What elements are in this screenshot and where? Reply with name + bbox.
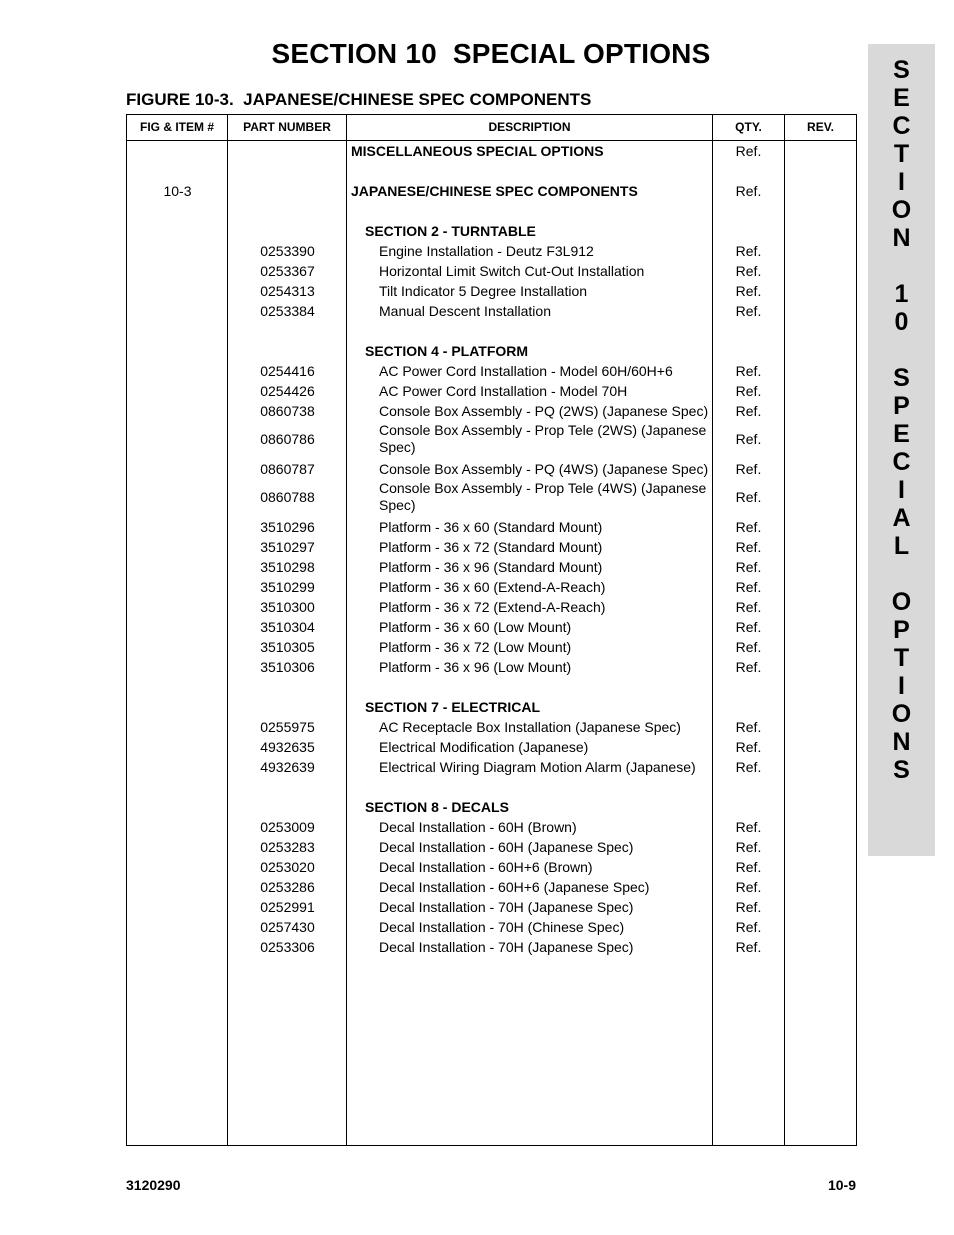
description-cell: Platform - 36 x 72 (Standard Mount) <box>379 539 603 555</box>
sidebar-letter: N <box>892 728 911 756</box>
qty-cell: Ref. <box>735 659 762 675</box>
sidebar-letter: S <box>893 364 910 392</box>
table-row <box>127 401 856 421</box>
header-rev: REV. <box>807 120 834 134</box>
table-row <box>127 421 856 459</box>
part-number-cell: 0253306 <box>260 939 315 955</box>
parts-table <box>126 114 857 1146</box>
part-number-cell: 0254426 <box>260 383 315 399</box>
qty-cell: Ref. <box>735 939 762 955</box>
qty-cell: Ref. <box>735 519 762 535</box>
header-description: DESCRIPTION <box>488 120 571 134</box>
part-number-cell: 0254416 <box>260 363 315 379</box>
part-number-cell: 0253286 <box>260 879 315 895</box>
part-number-cell: 0253384 <box>260 303 315 319</box>
table-row <box>127 717 856 737</box>
table-body <box>127 141 856 957</box>
qty-cell: Ref. <box>735 263 762 279</box>
header-qty: QTY. <box>735 120 762 134</box>
description-cell: Platform - 36 x 60 (Extend-A-Reach) <box>379 579 606 595</box>
qty-cell: Ref. <box>735 559 762 575</box>
qty-cell: Ref. <box>735 919 762 935</box>
table-row <box>127 697 856 717</box>
sidebar-letter: I <box>898 476 905 504</box>
description-cell: Electrical Wiring Diagram Motion Alarm (Japanese) <box>379 759 696 775</box>
qty-cell: Ref. <box>735 183 762 199</box>
table-row <box>127 917 856 937</box>
qty-cell: Ref. <box>735 243 762 259</box>
part-number-cell: 3510299 <box>260 579 315 595</box>
description-cell: SECTION 8 - DECALS <box>365 799 509 815</box>
qty-cell: Ref. <box>735 461 762 477</box>
description-cell: SECTION 2 - TURNTABLE <box>365 223 536 239</box>
sidebar-letter: S <box>893 756 910 784</box>
sidebar-letter: I <box>898 168 905 196</box>
qty-cell: Ref. <box>735 363 762 379</box>
qty-cell: Ref. <box>735 899 762 915</box>
description-cell: Decal Installation - 60H (Brown) <box>379 819 577 835</box>
description-cell: Platform - 36 x 60 (Standard Mount) <box>379 519 603 535</box>
sidebar-letter: L <box>893 532 910 560</box>
table-row <box>127 597 856 617</box>
part-number-cell: 0860786 <box>260 431 315 447</box>
table-row <box>127 797 856 817</box>
part-number-cell: 0254313 <box>260 283 315 299</box>
page-number: 10-9 <box>827 1177 856 1193</box>
document-number: 3120290 <box>126 1177 181 1193</box>
part-number-cell: 3510306 <box>260 659 315 675</box>
description-cell: Platform - 36 x 72 (Extend-A-Reach) <box>379 599 606 615</box>
table-row <box>127 877 856 897</box>
qty-cell: Ref. <box>735 539 762 555</box>
sidebar-letter: P <box>893 616 910 644</box>
sidebar-letter: T <box>893 140 910 168</box>
description-cell: Platform - 36 x 96 (Standard Mount) <box>379 559 603 575</box>
description-cell: AC Power Cord Installation - Model 60H/60H+6 <box>379 363 673 379</box>
description-cell: Console Box Assembly - Prop Tele (2WS) (Japanese Spec) <box>379 422 707 455</box>
description-cell: Console Box Assembly - PQ (2WS) (Japanese Spec) <box>379 403 709 419</box>
qty-cell: Ref. <box>735 303 762 319</box>
part-number-cell: 4932635 <box>260 739 315 755</box>
part-number-cell: 0255975 <box>260 719 315 735</box>
qty-cell: Ref. <box>735 489 762 505</box>
table-row <box>127 181 856 201</box>
part-number-cell: 3510297 <box>260 539 315 555</box>
qty-cell: Ref. <box>735 383 762 399</box>
qty-cell: Ref. <box>735 403 762 419</box>
qty-cell: Ref. <box>735 839 762 855</box>
table-row <box>127 381 856 401</box>
qty-cell: Ref. <box>735 859 762 875</box>
fig-item-cell: 10-3 <box>163 183 192 199</box>
table-row <box>127 261 856 281</box>
sidebar-letter: N <box>892 224 911 252</box>
part-number-cell: 0253367 <box>260 263 315 279</box>
description-cell: Engine Installation - Deutz F3L912 <box>379 243 594 259</box>
description-cell: Tilt Indicator 5 Degree Installation <box>379 283 588 299</box>
table-row <box>127 757 856 777</box>
description-cell: Decal Installation - 60H+6 (Brown) <box>379 859 593 875</box>
description-cell: Decal Installation - 70H (Chinese Spec) <box>379 919 625 935</box>
table-row <box>127 857 856 877</box>
description-cell: Horizontal Limit Switch Cut-Out Installation <box>379 263 645 279</box>
table-row <box>127 837 856 857</box>
description-cell: Console Box Assembly - Prop Tele (4WS) (Japanese Spec) <box>379 480 707 513</box>
sidebar-letter: C <box>892 448 911 476</box>
table-row <box>127 517 856 537</box>
table-row <box>127 937 856 957</box>
description-cell: SECTION 7 - ELECTRICAL <box>365 699 541 715</box>
table-row <box>127 577 856 597</box>
qty-cell: Ref. <box>735 579 762 595</box>
sidebar-letter: E <box>893 420 910 448</box>
part-number-cell: 0860738 <box>260 403 315 419</box>
part-number-cell: 3510305 <box>260 639 315 655</box>
description-cell: Console Box Assembly - PQ (4WS) (Japanese Spec) <box>379 461 709 477</box>
qty-cell: Ref. <box>735 759 762 775</box>
sidebar-letter: O <box>891 196 912 224</box>
part-number-cell: 0253009 <box>260 819 315 835</box>
qty-cell: Ref. <box>735 719 762 735</box>
table-row <box>127 241 856 261</box>
description-cell: AC Receptacle Box Installation (Japanese Spec) <box>379 719 681 735</box>
header-part-number: PART NUMBER <box>243 120 331 134</box>
table-row <box>127 141 856 161</box>
table-row <box>127 479 856 517</box>
sidebar-letter: O <box>891 700 912 728</box>
part-number-cell: 0253020 <box>260 859 315 875</box>
part-number-cell: 3510298 <box>260 559 315 575</box>
table-row <box>127 657 856 677</box>
description-cell: Manual Descent Installation <box>379 303 551 319</box>
qty-cell: Ref. <box>735 819 762 835</box>
qty-cell: Ref. <box>735 283 762 299</box>
header-fig-item: FIG & ITEM # <box>139 120 214 134</box>
table-row <box>127 557 856 577</box>
table-row <box>127 617 856 637</box>
qty-cell: Ref. <box>735 599 762 615</box>
description-cell: Decal Installation - 70H (Japanese Spec) <box>379 899 634 915</box>
table-row <box>127 281 856 301</box>
page-title: SECTION 10 SPECIAL OPTIONS <box>271 38 711 69</box>
sidebar-letter: P <box>893 392 910 420</box>
table-row <box>127 341 856 361</box>
sidebar-letter: T <box>893 644 910 672</box>
table-row <box>127 817 856 837</box>
sidebar-letter: E <box>893 84 910 112</box>
description-cell: SECTION 4 - PLATFORM <box>365 343 529 359</box>
description-cell: Electrical Modification (Japanese) <box>379 739 589 755</box>
table-row <box>127 361 856 381</box>
sidebar-letter: O <box>891 588 912 616</box>
part-number-cell: 3510296 <box>260 519 315 535</box>
part-number-cell: 3510304 <box>260 619 315 635</box>
description-cell: JAPANESE/CHINESE SPEC COMPONENTS <box>351 183 638 199</box>
table-row <box>127 637 856 657</box>
description-cell: Decal Installation - 60H+6 (Japanese Spec) <box>379 879 650 895</box>
part-number-cell: 3510300 <box>260 599 315 615</box>
part-number-cell: 0253283 <box>260 839 315 855</box>
description-cell: Platform - 36 x 60 (Low Mount) <box>379 619 572 635</box>
figure-title: FIGURE 10-3. JAPANESE/CHINESE SPEC COMPONENTS <box>126 90 592 109</box>
table-row <box>127 737 856 757</box>
table-row <box>127 897 856 917</box>
sidebar-letter: A <box>892 504 911 532</box>
part-number-cell: 0253390 <box>260 243 315 259</box>
description-cell: Decal Installation - 70H (Japanese Spec) <box>379 939 634 955</box>
part-number-cell: 0860787 <box>260 461 315 477</box>
qty-cell: Ref. <box>735 639 762 655</box>
table-row <box>127 537 856 557</box>
part-number-cell: 0252991 <box>260 899 315 915</box>
description-cell: Platform - 36 x 72 (Low Mount) <box>379 639 572 655</box>
description-cell: Decal Installation - 60H (Japanese Spec) <box>379 839 634 855</box>
qty-cell: Ref. <box>735 619 762 635</box>
part-number-cell: 0860788 <box>260 489 315 505</box>
section-tab-label <box>868 56 935 784</box>
qty-cell: Ref. <box>735 431 762 447</box>
qty-cell: Ref. <box>735 143 762 159</box>
description-cell: AC Power Cord Installation - Model 70H <box>379 383 628 399</box>
part-number-cell: 0257430 <box>260 919 315 935</box>
sidebar-letter: I <box>898 672 905 700</box>
qty-cell: Ref. <box>735 739 762 755</box>
description-cell: Platform - 36 x 96 (Low Mount) <box>379 659 572 675</box>
sidebar-letter: 0 <box>894 308 909 336</box>
sidebar-letter: C <box>892 112 911 140</box>
qty-cell: Ref. <box>735 879 762 895</box>
part-number-cell: 4932639 <box>260 759 315 775</box>
description-cell: MISCELLANEOUS SPECIAL OPTIONS <box>351 143 604 159</box>
sidebar-letter: S <box>893 56 910 84</box>
table-row <box>127 459 856 479</box>
table-row <box>127 221 856 241</box>
sidebar-letter: 1 <box>894 280 909 308</box>
table-row <box>127 301 856 321</box>
section-tab <box>868 44 935 856</box>
